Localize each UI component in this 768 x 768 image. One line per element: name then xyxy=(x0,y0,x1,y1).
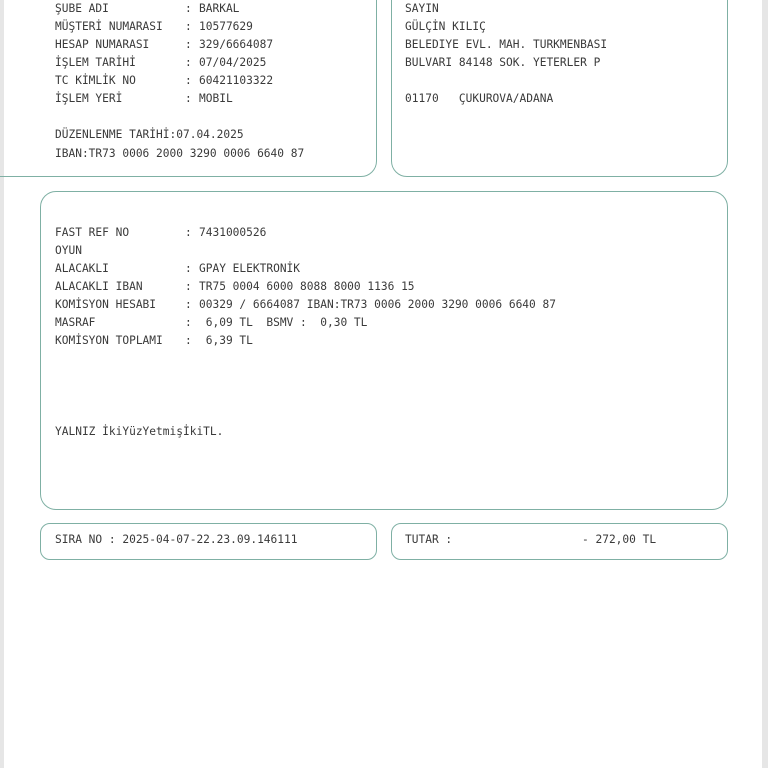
tc-id-row: TC KİMLİK NO : 60421103322 xyxy=(55,74,274,87)
account-number-row: HESAP NUMARASI : 329/6664087 xyxy=(55,38,274,51)
creditor-row: ALACAKLI : GPAY ELEKTRONİK xyxy=(55,262,301,275)
commission-account-row: KOMİSYON HESABI : 00329 / 6664087 IBAN:TR73 0006 2000 3290 0006 6640 87 xyxy=(55,298,556,311)
account-iban: IBAN:TR73 0006 2000 3290 0006 6640 87 xyxy=(55,147,305,160)
transaction-date-value: 07/04/2025 xyxy=(199,56,267,69)
transaction-place-row: İŞLEM YERİ : MOBIL xyxy=(55,92,233,105)
receipt-page xyxy=(4,0,762,768)
commission-total-label: KOMİSYON TOPLAMI xyxy=(55,334,163,347)
issue-date: DÜZENLENME TARİHİ:07.04.2025 xyxy=(55,128,244,141)
recipient-name: GÜLÇİN KILIÇ xyxy=(405,20,486,33)
amount-value: - 272,00 TL xyxy=(582,533,657,546)
tc-id-label: TC KİMLİK NO xyxy=(55,74,136,87)
fast-ref-value: 7431000526 xyxy=(199,226,267,239)
fee-value: 6,09 TL BSMV : 0,30 TL xyxy=(199,316,368,329)
amount-label: TUTAR : xyxy=(405,533,453,546)
commission-total-value: 6,39 TL xyxy=(199,334,253,347)
tc-id-value: 60421103322 xyxy=(199,74,274,87)
account-number-value: 329/6664087 xyxy=(199,38,274,51)
commission-account-label: KOMİSYON HESABI xyxy=(55,298,157,311)
amount-in-words: YALNIZ İkiYüzYetmişİkiTL. xyxy=(55,425,224,438)
customer-number-label: MÜŞTERİ NUMARASI xyxy=(55,20,163,33)
customer-number-value: 10577629 xyxy=(199,20,253,33)
branch-label: ŞUBE ADI xyxy=(55,2,109,15)
creditor-value: GPAY ELEKTRONİK xyxy=(199,262,301,275)
creditor-iban-row: ALACAKLI IBAN : TR75 0004 6000 8088 8000 1136 15 xyxy=(55,280,415,293)
recipient-address-line-1: BELEDIYE EVL. MAH. TURKMENBASI xyxy=(405,38,608,51)
fast-ref-label: FAST REF NO xyxy=(55,226,130,239)
transaction-description: OYUN xyxy=(55,244,82,257)
creditor-iban-label: ALACAKLI IBAN xyxy=(55,280,143,293)
salutation: SAYIN xyxy=(405,2,439,15)
account-number-label: HESAP NUMARASI xyxy=(55,38,150,51)
transaction-date-row: İŞLEM TARİHİ : 07/04/2025 xyxy=(55,56,267,69)
sequence-number: SIRA NO : 2025-04-07-22.23.09.146111 xyxy=(55,533,298,546)
transaction-place-value: MOBIL xyxy=(199,92,233,105)
customer-number-row: MÜŞTERİ NUMARASI : 10577629 xyxy=(55,20,253,33)
creditor-iban-value: TR75 0004 6000 8088 8000 1136 15 xyxy=(199,280,415,293)
recipient-postal-city: 01170 ÇUKUROVA/ADANA xyxy=(405,92,554,105)
branch-value: BARKAL xyxy=(199,2,240,15)
fee-row: MASRAF : 6,09 TL BSMV : 0,30 TL xyxy=(55,316,368,329)
fast-ref-row: FAST REF NO : 7431000526 xyxy=(55,226,267,239)
branch-row: ŞUBE ADI : BARKAL xyxy=(55,2,240,15)
recipient-address-line-2: BULVARI 84148 SOK. YETERLER P xyxy=(405,56,601,69)
commission-account-value: 00329 / 6664087 IBAN:TR73 0006 2000 3290 0006 6640 87 xyxy=(199,298,556,311)
fee-label: MASRAF xyxy=(55,316,96,329)
commission-total-row: KOMİSYON TOPLAMI : 6,39 TL xyxy=(55,334,253,347)
transaction-date-label: İŞLEM TARİHİ xyxy=(55,56,136,69)
creditor-label: ALACAKLI xyxy=(55,262,109,275)
transaction-place-label: İŞLEM YERİ xyxy=(55,92,123,105)
